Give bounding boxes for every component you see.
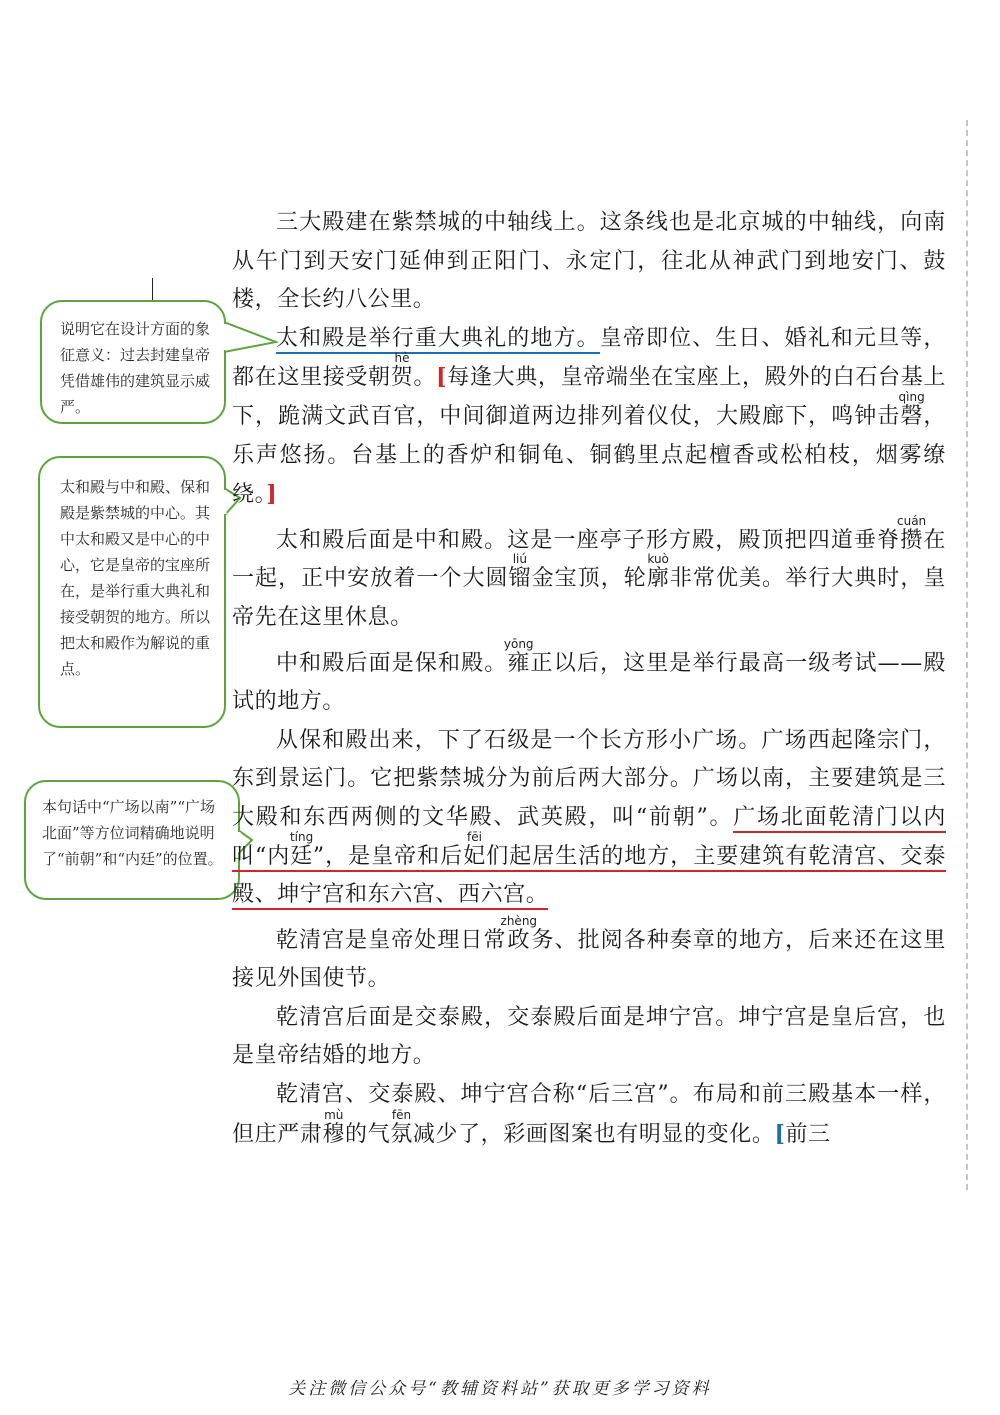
p2-text-d: ，乐声悠扬。台基上的香炉和铜龟、铜鹤里点起檀香或松柏枝，烟雾缭绕。 xyxy=(232,403,946,508)
paragraph-2 xyxy=(232,320,946,515)
ruby-zheng: 政zhèng xyxy=(500,913,538,953)
p8-text-a: 乾清宫、交泰殿、坤宁宫合称“后三宫”。布局和前三殿基本一样，但庄严肃 xyxy=(232,1082,946,1147)
page-edge-line xyxy=(966,120,970,1190)
note2-text: 太和殿与中和殿、保和殿是紫禁城的中心。其中太和殿又是中心的中心，它是皇帝的宝座所在，是举行重大典礼和接受朝贺的地方。所以把太和殿作为解说的重点。 xyxy=(60,478,211,678)
annotation-note-symbolism xyxy=(40,300,226,424)
p5-underlined-1: 广场北面乾清门以内叫“内 xyxy=(232,805,946,872)
p2-underlined-sentence: 太和殿是举行重大典礼的地方。 xyxy=(276,326,600,354)
note1-pointer-line xyxy=(152,278,153,300)
p8-text-c: 减少了，彩画图案也有明显的变化。 xyxy=(412,1121,775,1147)
p2-text-c: 每逢大典，皇帝端坐在宝座上，殿外的白石台基上下，跪满文武百官，中间御道两边排列着仪仗，大殿廊下，鸣钟击 xyxy=(232,365,947,429)
p6-text-a: 乾清宫是皇帝处理日常 xyxy=(276,927,507,953)
blue-bracket-open: [ xyxy=(774,1120,786,1147)
p3-text-b: 在一起，正中安放着一个大圆 xyxy=(232,527,946,592)
p5-text-a: 从保和殿出来，下了石级是一个长方形小广场。广场西起隆宗门，东到景运门。它把紫禁城分为前后两大部分。广场以南，主要建筑是三大殿和东西两侧的文华殿、武英殿，叫“前朝”。 xyxy=(232,727,946,830)
main-text-block xyxy=(232,204,946,1154)
footer-watermark-text: 关注微信公众号“教辅资料站”获取更多学习资料 xyxy=(288,1379,712,1399)
ruby-mu: 穆mù xyxy=(322,1107,346,1147)
p8-text-d: 前三 xyxy=(785,1121,831,1147)
paragraph-8 xyxy=(232,1076,946,1154)
note1-text: 说明它在设计方面的象征意义：过去封建皇帝凭借雄伟的建筑显示威严。 xyxy=(60,320,211,416)
p2-text-b: 。 xyxy=(413,365,437,391)
annotation-note-center xyxy=(38,456,226,728)
note3-text: 本句话中“广场以南”“广场北面”等方位词精确地说明了“前朝”和“内廷”的位置。 xyxy=(42,798,223,868)
ruby-fei: 妃fēi xyxy=(463,844,486,872)
ruby-ting: 廷tíng xyxy=(290,844,313,872)
ruby-cuan: 攒cuán xyxy=(896,513,927,553)
ruby-qing: 磬qìng xyxy=(898,389,925,429)
p7-text: 乾清宫后面是交泰殿，交泰殿后面是坤宁宫。坤宁宫是皇后宫，也是皇帝结婚的地方。 xyxy=(232,1004,946,1069)
p4-text-b: 正以后，这里是举行最高一级考试——殿试的地方。 xyxy=(232,650,946,715)
red-bracket-open: [ xyxy=(436,364,448,391)
p3-text-c: 金宝顶，轮 xyxy=(531,566,647,592)
p1-text: 三大殿建在紫禁城的中轴线上。这条线也是北京城的中轴线，向南从午门到天安门延伸到正阳门、永定门，往北从神武门到地安门、鼓楼，全长约八公里。 xyxy=(232,210,946,313)
p8-text-b: 的气 xyxy=(345,1121,391,1147)
p3-text-a: 太和殿后面是中和殿。这是一座亭子形方殿，殿顶把四道垂脊 xyxy=(276,527,901,553)
paragraph-4 xyxy=(232,638,946,722)
p6-text-b: 务、批阅各种奏章的地方，后来还在这里接见外国使节。 xyxy=(232,927,946,992)
paragraph-1 xyxy=(232,204,946,320)
paragraph-5 xyxy=(232,722,946,915)
paragraph-7 xyxy=(232,999,946,1076)
ruby-fen: 氛fēn xyxy=(390,1107,413,1147)
p5-underlined-3: 们起居生活的地方，主要建筑有乾清宫、交泰殿、坤宁宫和东六宫、西六宫。 xyxy=(232,844,946,911)
ruby-he: 贺hè xyxy=(390,351,414,391)
ruby-liu: 镏liú xyxy=(508,552,532,592)
paragraph-6 xyxy=(232,915,946,999)
red-bracket-close: ] xyxy=(266,481,278,508)
p3-text-d: 非常优美。举行大典时，皇帝先在这里休息。 xyxy=(232,566,946,630)
annotation-note-position xyxy=(24,780,240,900)
p5-underlined-2: ”，是皇帝和后 xyxy=(313,844,463,872)
ruby-kuo: 廓kuò xyxy=(646,552,670,592)
p4-text-a: 中和殿后面是保和殿。 xyxy=(276,650,508,676)
paragraph-3 xyxy=(232,515,946,638)
p2-text-a: 皇帝即位、生日、婚礼和元旦等，都在这里接受朝 xyxy=(232,325,946,391)
ruby-yong: 雍yōng xyxy=(503,636,534,676)
